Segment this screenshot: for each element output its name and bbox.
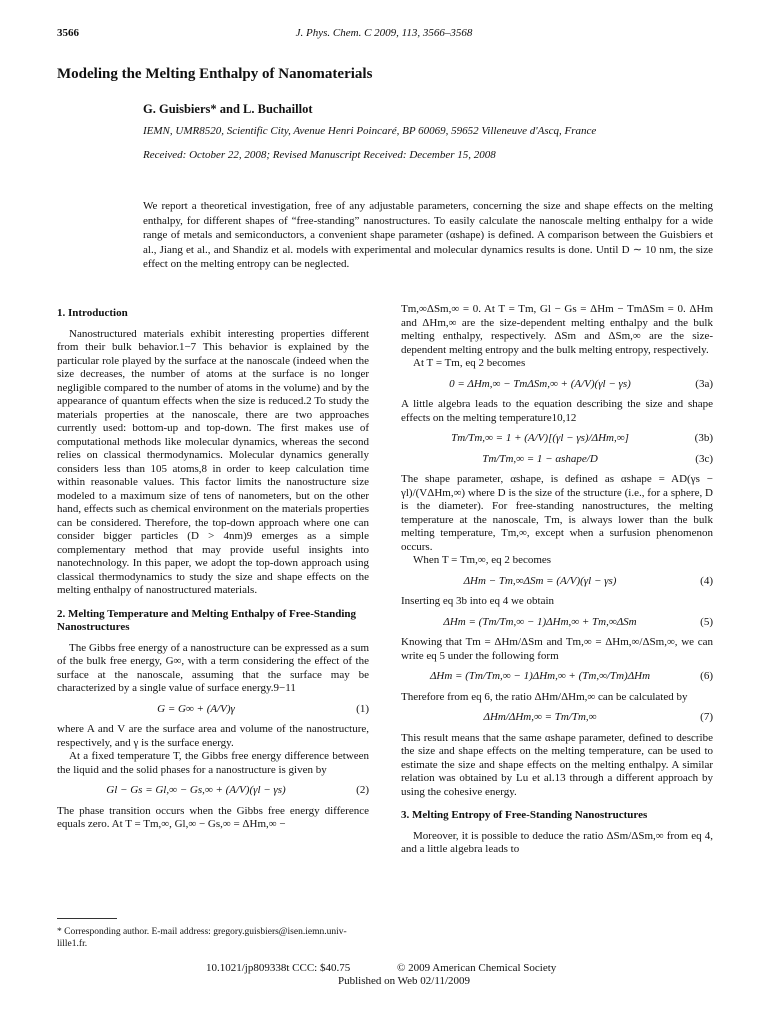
section-heading-melting-entropy: 3. Melting Entropy of Free-Standing Nanostructures [401,809,648,821]
page-footer [0,962,768,988]
equation-number: (3a) [695,377,713,390]
equation-body: Tm/Tm,∞ = 1 + (A/V)[(γl − γs)/ΔHm,∞] [451,432,629,444]
left-column [57,303,369,832]
copyright-line: © 2009 American Chemical Society [397,962,557,974]
equation-7 [401,711,713,725]
equation-body: ΔHm = (Tm/Tm,∞ − 1)ΔHm,∞ + Tm,∞ΔSm [443,615,637,628]
paragraph: Inserting eq 3b into eq 4 we obtain [401,595,555,607]
abstract: We report a theoretical investigation, free of any adjustable parameters, concerning the size and shape effects on the melting enthalpy, for different shapes of “free-standing” nanostructures. To easily calculate the nanoscale melting enthalpy for a wide range of metals and semiconductors, a convenient shape parameter (αshape) is defined. A comparison between the Guisbiers et al., Jiang et al., and Shandiz et al. models with experimental and molecular dynamics results is done. Until D ∼ 10 nm, the size effect on the melting entropy can be neglected. [143,200,713,270]
equation-body: ΔHm − Tm,∞ΔSm = (A/V)(γl − γs) [463,574,617,587]
equation-2 [57,784,369,798]
paragraph: Nanostructured materials exhibit interesting properties different from their bulk behavior.1−7 This behavior is explained by the particular role played by the surface at the nanoscale (indeed when the size decreases, the number of atoms at the surface is no longer negligible compared to the number of atoms in the volume) and by the appearance of quantum effects when the size is reduced.2 To study the materials properties at the nanoscale, there are two approaches currently used: bottom-up and top-down. The first makes use of computational methods like molecular dynamics, whereas the second relies on classical thermodynamics. Molecular dynamics generally considers less than 105 atoms,8 in order to keep calculation time within reasonable values. This factor limits the nanostructure size modeled to a maximum size of tens of nanometers, but on the other hand, effects such as chemical environment on the materials properties can be considered. Therefore, the top-down approach where one can consider bigger particles (D > 4nm)9 emerges as a simple complementary method that may provide useful insights into nanotechnology. In this paper, we adopt the top-down approach using classical thermodynamics to study the size and shape effects on the melting enthalpy of nanostructured materials. [57,327,369,596]
equation-body: Gl − Gs = Gl,∞ − Gs,∞ + (A/V)(γl − γs) [106,784,286,796]
equation-3b [401,432,713,446]
equation-4 [401,575,713,589]
equation-5 [401,616,713,630]
right-column [401,303,713,857]
paragraph: At T = Tm, eq 2 becomes [413,357,526,369]
equation-number: (6) [700,670,713,682]
equation-3a [401,378,713,392]
section-heading-introduction: 1. Introduction [57,307,128,319]
paragraph: This result means that the same αshape parameter, defined to describe the size and shape effects on the melting temperature, can be used to estimate the size and shape effects on the melting enthalpy. A similar relation was obtained by Lu et al.13 through a different approach by using the cohesive energy. [401,731,713,798]
equation-number: (2) [356,784,369,796]
received-dates: Received: October 22, 2008; Revised Manuscript Received: December 15, 2008 [143,149,496,161]
paragraph: A little algebra leads to the equation describing the size and shape effects on the melting temperature10,12 [401,398,713,424]
equation-number: (3b) [694,432,713,444]
author-list: G. Guisbiers* and L. Buchaillot [143,102,313,116]
equation-number: (5) [700,615,713,628]
running-header [57,27,711,43]
paragraph: The Gibbs free energy of a nanostructure can be expressed as a sum of the bulk free energy, G∞, with a term considering the effect of the surface at the nanoscale, assuming that the surface may be characterized by a single value of surface energy.9−11 [57,641,369,694]
equation-1 [57,703,369,717]
footnote-rule [57,918,117,919]
paragraph: When T = Tm,∞, eq 2 becomes [413,554,552,566]
footnote: * Corresponding author. E-mail address: gregory.guisbiers@isen.iemn.univ-lille1.fr. [57,927,347,949]
section-heading-melting-temperature: 2. Melting Temperature and Melting Enthalpy of Free-Standing Nanostructures [57,607,357,633]
paragraph: where A and V are the surface area and volume of the nanostructure, respectively, and γ is the surface energy. [57,723,369,749]
paragraph: The phase transition occurs when the Gibbs free energy difference equals zero. At T = Tm,∞, Gl,∞ − Gs,∞ = ΔHm,∞ − [57,804,369,830]
paragraph: Moreover, it is possible to deduce the ratio ΔSm/ΔSm,∞ from eq 4, and a little algebra leads to [401,829,713,855]
equation-number: (3c) [695,452,713,465]
equation-number: (4) [700,574,713,587]
page-number: 3566 [57,27,79,39]
equation-3c [401,453,713,467]
equation-body: 0 = ΔHm,∞ − TmΔSm,∞ + (A/V)(γl − γs) [449,377,631,390]
published-date: Published on Web 02/11/2009 [337,975,471,987]
paragraph: Therefore from eq 6, the ratio ΔHm/ΔHm,∞ can be calculated by [401,690,688,703]
paragraph: Tm,∞ΔSm,∞ = 0. At T = Tm, Gl − Gs = ΔHm − TmΔSm = 0. ΔHm and ΔHm,∞ are the size-dependent melting enthalpy and the bulk melting enthalpy, respectively. ΔSm and ΔSm,∞ are the size-dependent melting entropy and the bulk melting entropy, respectively. [401,303,713,356]
equation-body: G = G∞ + (A/V)γ [157,702,235,715]
equation-number: (7) [700,711,713,723]
equation-6 [401,670,713,684]
equation-body: Tm/Tm,∞ = 1 − αshape/D [482,452,598,465]
paragraph: At a fixed temperature T, the Gibbs free energy difference between the liquid and the solid phases for a nanostructure is given by [57,750,369,776]
journal-reference: J. Phys. Chem. C 2009, 113, 3566–3568 [295,27,473,39]
doi-line: 10.1021/jp809338t CCC: $40.75 [206,962,351,974]
equation-body: ΔHm = (Tm/Tm,∞ − 1)ΔHm,∞ + (Tm,∞/Tm)ΔHm [429,670,651,682]
paper-title: Modeling the Melting Enthalpy of Nanomaterials [57,66,373,82]
equation-number: (1) [356,702,369,715]
paragraph: The shape parameter, αshape, is defined as αshape = AD(γs − γl)/(VΔHm,∞) where D is the size of the structure (i.e., for a sphere, D is the diameter). For free-standing nanostructures, the melting temperature at the nanoscale, Tm, is always lower than the bulk melting temperature, Tm,∞, except when a surfusion phenomenon occurs. [401,473,713,553]
equation-body: ΔHm/ΔHm,∞ = Tm/Tm,∞ [483,711,597,723]
affiliation: IEMN, UMR8520, Scientific City, Avenue Henri Poincaré, BP 60069, 59652 Villeneuve d'Ascq, France [143,125,597,137]
paragraph: Knowing that Tm = ΔHm/ΔSm and Tm,∞ = ΔHm,∞/ΔSm,∞, we can write eq 5 under the following form [401,636,713,662]
